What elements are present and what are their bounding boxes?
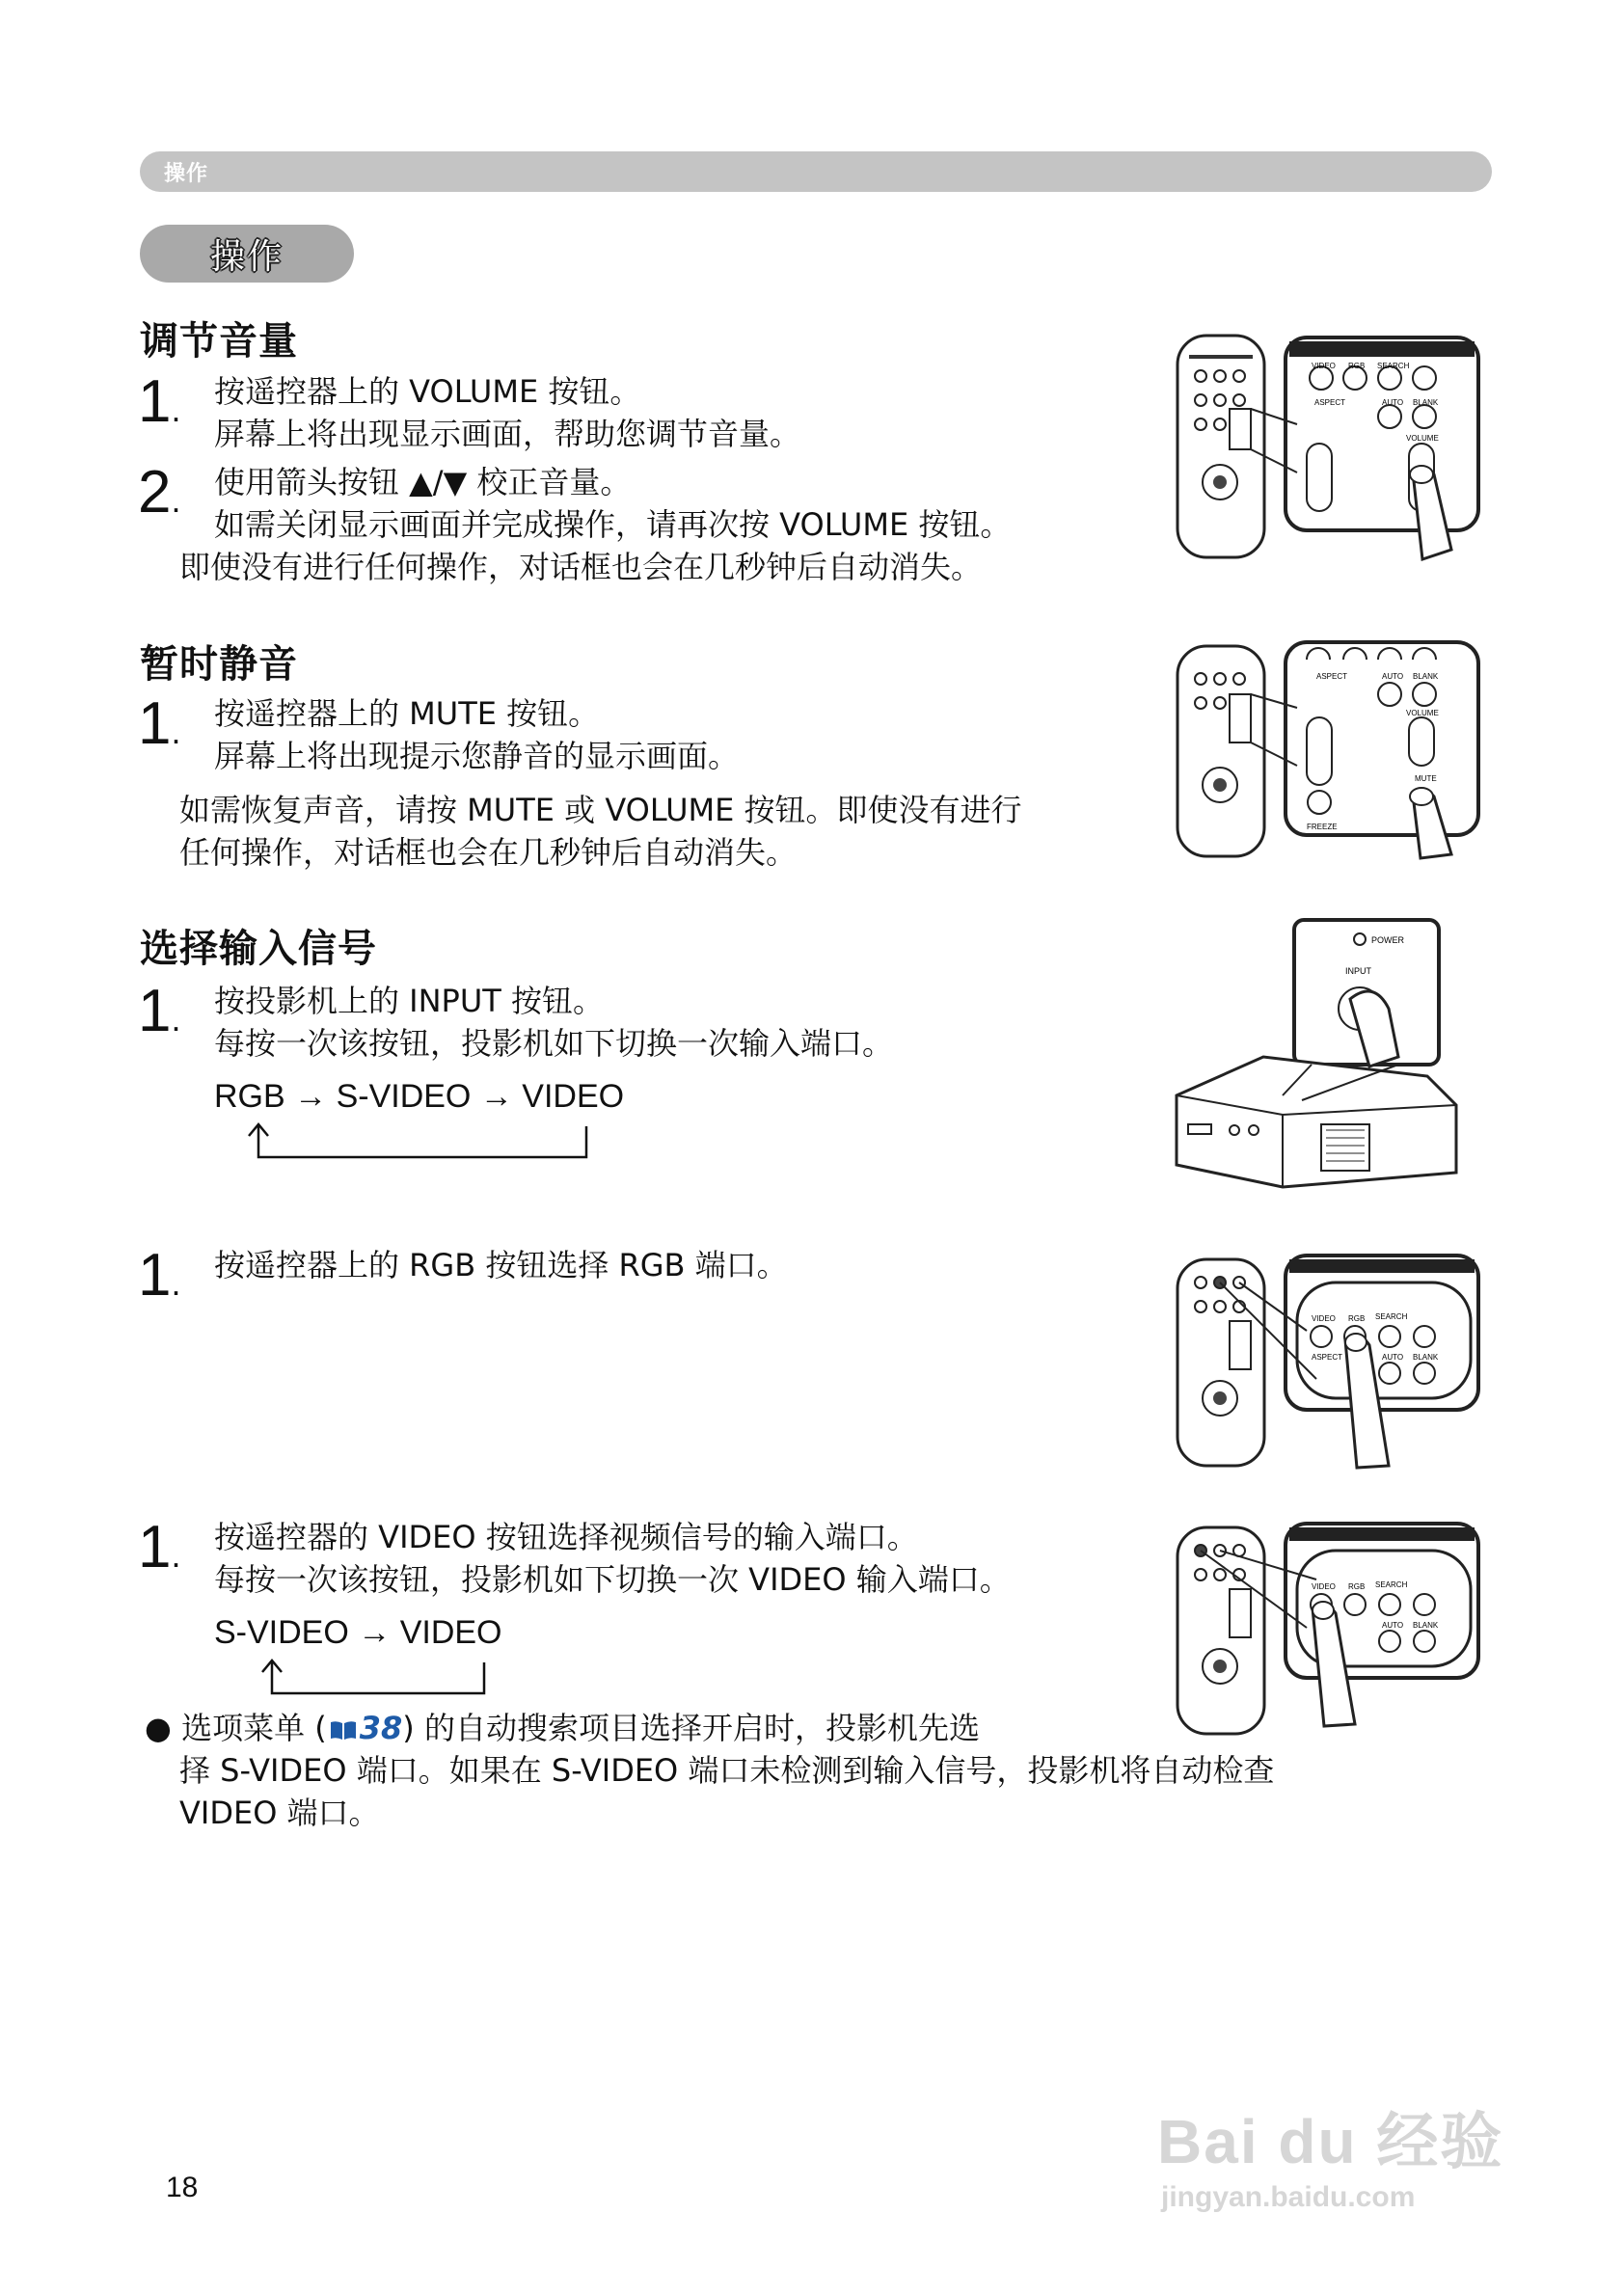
watermark-url: jingyan.baidu.com [1161,2181,1416,2213]
bullet-pre: ● 选项菜单 ( [145,1710,327,1746]
mute-step1-line2: 屏幕上将出现提示您静音的显示画面。 [214,738,740,774]
input-a-line1: 按投影机上的 INPUT 按钮。 [214,983,604,1019]
input-c-sequence: S-VIDEO → VIDEO [214,1614,502,1651]
input-c-step-number: 1 . [138,1518,181,1585]
fig2-label-mute: MUTE [1415,774,1437,783]
fig1-label-blank: BLANK [1413,398,1439,407]
volume-step1-number: 1 . [138,372,181,440]
fig1-label-auto: AUTO [1382,398,1404,407]
fig2-label-auto: AUTO [1382,672,1404,681]
volume-step2-number: 2 . [138,463,181,530]
input-heading: 选择输入信号 [140,927,377,971]
fig1-label-video: VIDEO [1312,362,1336,370]
input-bullet-line3: VIDEO 端口。 [179,1795,380,1831]
header-label: 操作 [164,162,209,186]
input-c-line1: 按遥控器的 VIDEO 按钮选择视频信号的输入端口。 [214,1519,918,1555]
mute-heading: 暂时静音 [140,642,298,687]
fig2-label-freeze: FREEZE [1307,823,1338,831]
fig4-label-auto: AUTO [1382,1353,1404,1362]
volume-step2-line3: 即使没有进行任何操作，对话框也会在几秒钟后自动消失。 [179,549,983,585]
bullet-post: ) 的自动搜索项目选择开启时，投影机先选 [402,1710,980,1746]
fig2-label-volume: VOLUME [1406,709,1439,717]
header-bar [140,151,1492,192]
fig4-label-search: SEARCH [1375,1312,1408,1321]
input-b-step-number: 1 . [138,1246,181,1313]
fig2-label-aspect: ASPECT [1316,672,1348,681]
fig1-label-aspect: ASPECT [1314,398,1346,407]
book-ref-page[interactable]: 38 [359,1710,403,1746]
fig1-label-volume: VOLUME [1406,434,1439,443]
input-a-sequence: RGB → S-VIDEO → VIDEO [214,1078,625,1115]
fig1-label-search: SEARCH [1377,362,1410,370]
fig1-label-rgb: RGB [1348,362,1366,370]
input-a-line2: 每按一次该按钮，投影机如下切换一次输入端口。 [214,1025,894,1062]
fig5-label-video: VIDEO [1312,1582,1336,1591]
remote-volume-figure [1172,328,1490,569]
mute-note-line1: 如需恢复声音，请按 MUTE 或 VOLUME 按钮。即使没有进行 [179,792,1022,828]
input-bullet-line2: 择 S-VIDEO 端口。如果在 S-VIDEO 端口未检测到输入信号，投影机将自动检查 [179,1752,1275,1789]
remote-video-figure [1172,1522,1490,1739]
volume-step1-line1: 按遥控器上的 VOLUME 按钮。 [214,373,641,410]
fig5-label-blank: BLANK [1413,1621,1439,1630]
mute-note-line2: 任何操作，对话框也会在几秒钟后自动消失。 [179,834,798,871]
fig5-label-search: SEARCH [1375,1580,1408,1589]
remote-mute-figure [1172,640,1490,862]
mute-step1-line1: 按遥控器上的 MUTE 按钮。 [214,695,600,732]
fig4-label-blank: BLANK [1413,1353,1439,1362]
input-c-line2: 每按一次该按钮，投影机如下切换一次 VIDEO 输入端口。 [214,1561,1011,1598]
volume-step2-line1: 使用箭头按钮 ▲/▼ 校正音量。 [214,464,632,500]
remote-rgb-figure [1172,1254,1490,1471]
input-bullet-line1 [145,1707,980,1749]
fig4-label-rgb: RGB [1348,1314,1366,1323]
fig5-label-auto: AUTO [1382,1621,1404,1630]
section-pill-label: 操作 [209,236,284,277]
volume-step1-line2: 屏幕上将出现显示画面，帮助您调节音量。 [214,416,801,452]
watermark-brand: Bai du 经验 [1157,2107,1504,2176]
book-ref-icon[interactable] [329,1710,358,1733]
mute-step1-number: 1 . [138,694,181,762]
input-c-loop-arrow [260,1655,492,1697]
fig3-label-input: INPUT [1345,966,1371,976]
section-pill [140,225,354,283]
watermark [1157,2092,1543,2237]
fig3-label-power: POWER [1371,935,1405,945]
projector-input-figure [1167,912,1495,1192]
input-a-loop-arrow [247,1119,594,1161]
fig4-label-video: VIDEO [1312,1314,1336,1323]
volume-step2-line2: 如需关闭显示画面并完成操作，请再次按 VOLUME 按钮。 [214,506,1012,543]
volume-heading: 调节音量 [140,319,298,364]
fig4-label-aspect: ASPECT [1312,1353,1343,1362]
fig2-label-blank: BLANK [1413,672,1439,681]
input-b-line1: 按遥控器上的 RGB 按钮选择 RGB 端口。 [214,1247,788,1283]
fig5-label-rgb: RGB [1348,1582,1366,1591]
input-a-step-number: 1 . [138,982,181,1049]
page-number: 18 [166,2172,199,2203]
